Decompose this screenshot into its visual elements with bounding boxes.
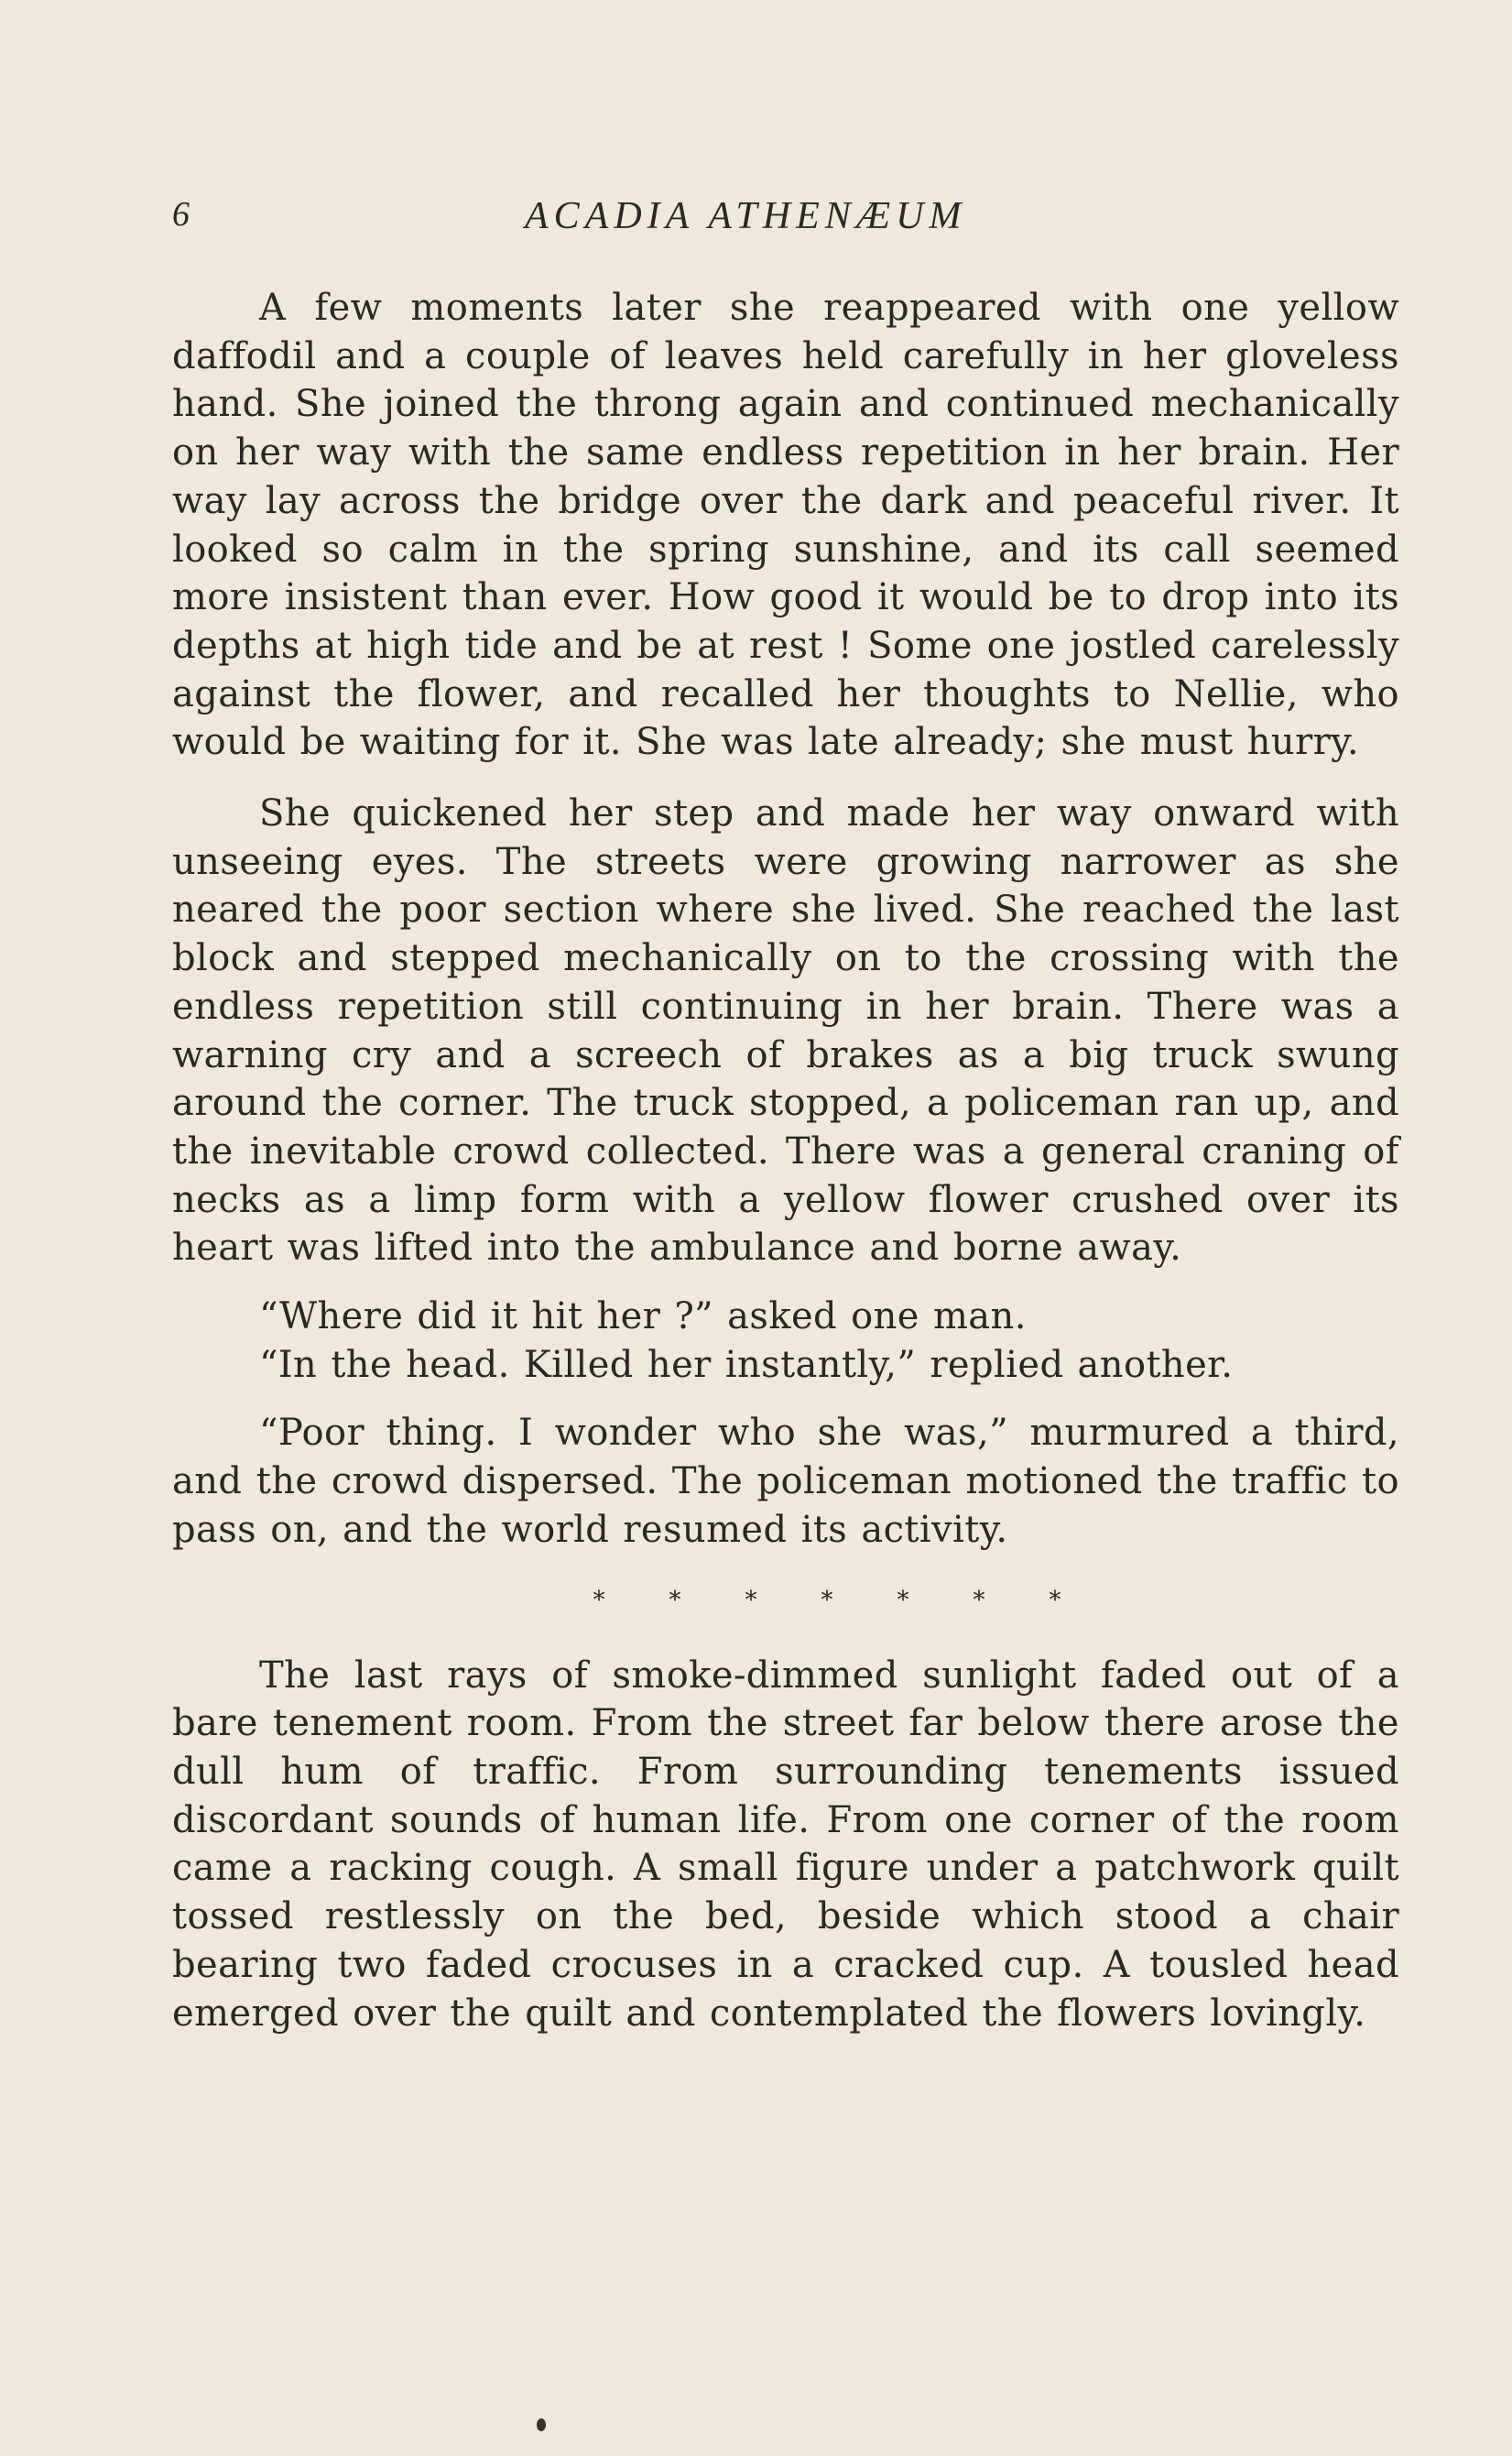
- paragraph: She quickened her step and made her way onward with unseeing eyes. The streets were growing narrower as she neared the poor section where she lived. She reached the last block and stepped mechanically on to the crossing with the endless repetition still continuing in her brain. There was a warning cry and a screech of brakes as a big truck swung around the corner. The truck stopped, a policeman ran up, and the inevitable crowd collected. There was a general craning of necks as a limp form with a yellow flower crushed over its heart was lifted into the ambulance and borne away.: [172, 792, 1399, 1270]
- asterisk: *: [745, 1586, 757, 1614]
- page-number: 6: [172, 195, 190, 234]
- paragraph: The last rays of smoke-dimmed sunlight faded out of a bare tenement room. From the street far below there arose the dull hum of traffic. From surrounding tenements issued discordant sounds of human life. From one corner of the room came a racking cough. A small figure under a patchwork quilt tossed restlessly on the bed, beside which stood a chair bearing two faded crocuses in a cracked cup. A tousled head emerged over the quilt and contemplated the flowers lovingly.: [172, 1654, 1399, 2035]
- asterisk: *: [897, 1586, 909, 1614]
- asterisk: *: [973, 1586, 985, 1614]
- dialogue-line: “In the head. Killed her instantly,” replied another.: [259, 1343, 1234, 1386]
- ink-speck: [537, 2418, 546, 2431]
- page-header: [172, 194, 1399, 249]
- section-break: [255, 1582, 1399, 1619]
- paragraph: A few moments later she reappeared with one yellow daffodil and a couple of leaves held carefully in her gloveless hand. She joined the throng again and continued mechanically on her way with the same endless repetition in her brain. Her way lay across the bridge over the dark and peaceful river. It looked so calm in the spring sunshine, and its call seemed more insistent than ever. How good it would be to drop into its depths at high tide and be at rest ! Some one jostled carelessly against the flower, and recalled her thoughts to Nellie, who would be waiting for it. She was late already; she must hurry.: [172, 287, 1399, 764]
- asterisk: *: [1049, 1586, 1061, 1614]
- body-text: [172, 284, 1399, 2037]
- asterisk: *: [593, 1586, 605, 1614]
- asterisk: *: [821, 1586, 833, 1614]
- dialogue-line: “Where did it hit her ?” asked one man.: [259, 1295, 1027, 1338]
- asterisk: *: [669, 1586, 681, 1614]
- paragraph: “Poor thing. I wonder who she was,” murmured a third, and the crowd dispersed. The policeman motioned the traffic to pass on, and the world resumed its activity.: [172, 1412, 1399, 1551]
- running-head: ACADIA ATHENÆUM: [525, 195, 967, 237]
